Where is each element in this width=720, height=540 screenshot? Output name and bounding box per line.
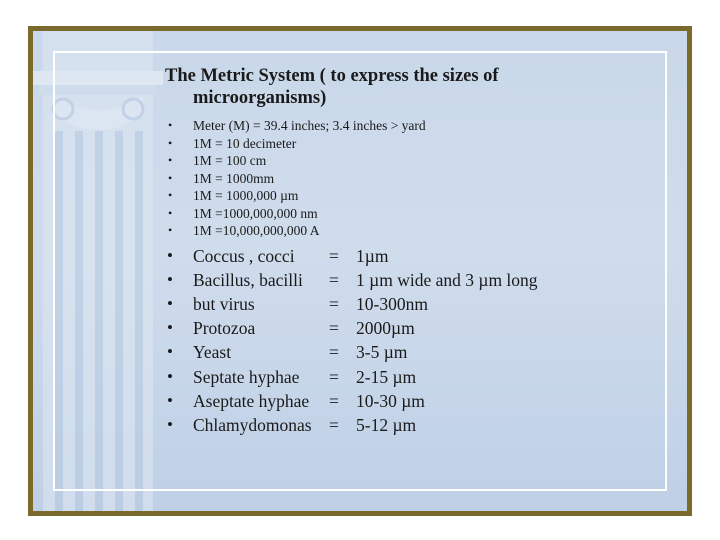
organism-name: • Yeast [193, 342, 232, 363]
slide [33, 31, 687, 511]
organism-name: • Protozoa [193, 318, 256, 339]
list-item: • 1M = 10 decimeter [165, 135, 685, 153]
list-item [165, 292, 685, 316]
title-line-2: microorganisms) [193, 88, 327, 108]
equals-sign: = [329, 269, 339, 290]
organism-size: 10-30 µm [356, 390, 425, 411]
organism-name: • Bacillus, bacilli [193, 269, 303, 290]
organism-size: 2-15 µm [356, 366, 417, 387]
slide-content [165, 65, 685, 437]
units-list [165, 117, 685, 240]
equals-sign: = [329, 414, 339, 435]
list-item [165, 244, 685, 268]
organism-size: 10-300nm [356, 293, 428, 314]
organism-size: 1µm [356, 245, 389, 266]
list-item [165, 340, 685, 364]
list-item: • 1M = 1000,000 µm [165, 187, 685, 205]
list-item: • 1M =1000,000,000 nm [165, 205, 685, 223]
list-item [165, 365, 685, 389]
organism-name: • Chlamydomonas [193, 414, 312, 435]
title-line-1: The Metric System ( to express the sizes of [165, 66, 499, 86]
equals-sign: = [329, 342, 339, 363]
list-item [165, 413, 685, 437]
organism-size: 2000µm [356, 318, 415, 339]
list-item: • 1M = 100 cm [165, 152, 685, 170]
equals-sign: = [329, 366, 339, 387]
list-item: • 1M = 1000mm [165, 170, 685, 188]
organism-size: 3-5 µm [356, 342, 408, 363]
slide-title [165, 65, 685, 109]
slide-frame [28, 26, 692, 516]
equals-sign: = [329, 245, 339, 266]
list-item: • 1M =10,000,000,000 A [165, 222, 685, 240]
organism-name: • Septate hyphae [193, 366, 300, 387]
equals-sign: = [329, 318, 339, 339]
list-item [165, 268, 685, 292]
organism-name: • Coccus , cocci [193, 245, 295, 266]
sizes-list [165, 244, 685, 438]
organism-size: 1 µm wide and 3 µm long [356, 269, 538, 290]
list-item [165, 316, 685, 340]
column-decoration-icon [33, 31, 173, 511]
list-item [165, 389, 685, 413]
organism-name: • but virus [193, 293, 255, 314]
list-item: • Meter (M) = 39.4 inches; 3.4 inches > yard [165, 117, 685, 135]
equals-sign: = [329, 390, 339, 411]
organism-size: 5-12 µm [356, 414, 417, 435]
equals-sign: = [329, 293, 339, 314]
organism-name: • Aseptate hyphae [193, 390, 310, 411]
